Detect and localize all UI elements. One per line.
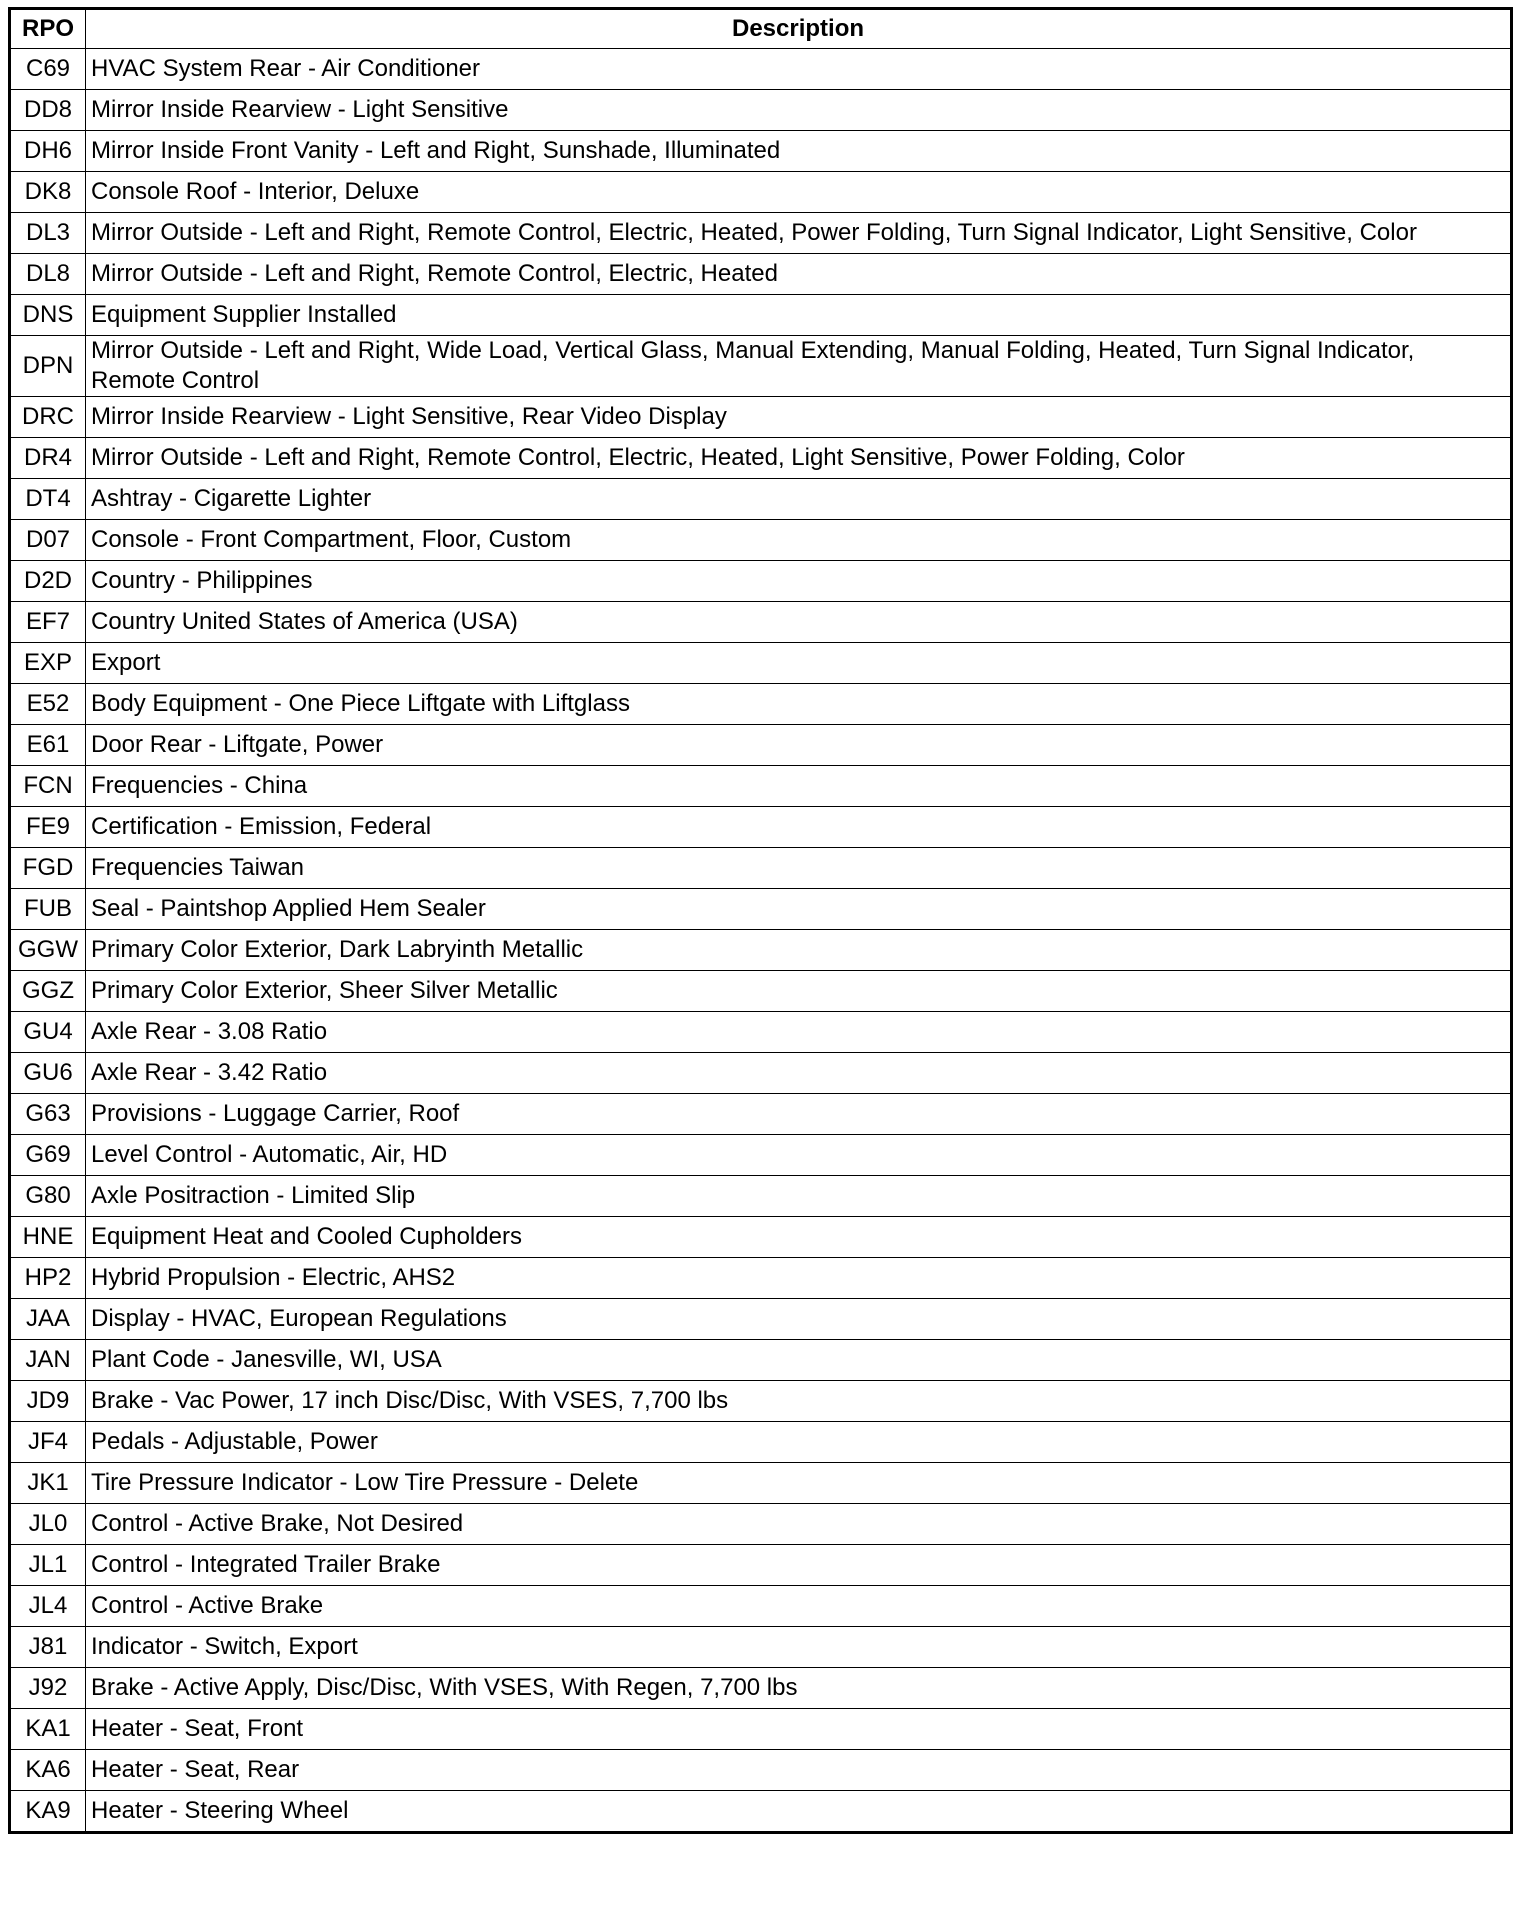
rpo-code-cell: DK8 — [10, 172, 86, 213]
description-cell: Control - Active Brake, Not Desired — [86, 1504, 1512, 1545]
table-row — [10, 684, 1512, 725]
table-row — [10, 213, 1512, 254]
description-cell: Frequencies Taiwan — [86, 848, 1512, 889]
rpo-code-cell: DPN — [10, 336, 86, 397]
rpo-code-cell: DT4 — [10, 479, 86, 520]
rpo-code-cell: HP2 — [10, 1258, 86, 1299]
table-row — [10, 295, 1512, 336]
table-row — [10, 1094, 1512, 1135]
rpo-code-cell: JAN — [10, 1340, 86, 1381]
description-cell: Body Equipment - One Piece Liftgate with Liftglass — [86, 684, 1512, 725]
rpo-code-cell: J81 — [10, 1627, 86, 1668]
description-cell: Primary Color Exterior, Sheer Silver Metallic — [86, 971, 1512, 1012]
rpo-code-cell: DH6 — [10, 131, 86, 172]
table-row — [10, 725, 1512, 766]
table-row — [10, 1668, 1512, 1709]
table-row — [10, 1381, 1512, 1422]
description-cell: Level Control - Automatic, Air, HD — [86, 1135, 1512, 1176]
description-cell: Heater - Steering Wheel — [86, 1791, 1512, 1833]
table-row — [10, 561, 1512, 602]
rpo-code-cell: D07 — [10, 520, 86, 561]
table-row — [10, 766, 1512, 807]
description-cell: Door Rear - Liftgate, Power — [86, 725, 1512, 766]
table-row — [10, 520, 1512, 561]
description-cell: Seal - Paintshop Applied Hem Sealer — [86, 889, 1512, 930]
table-row — [10, 49, 1512, 90]
rpo-code-cell: JF4 — [10, 1422, 86, 1463]
description-cell: Provisions - Luggage Carrier, Roof — [86, 1094, 1512, 1135]
description-cell: Mirror Inside Rearview - Light Sensitive, Rear Video Display — [86, 397, 1512, 438]
rpo-code-cell: GU4 — [10, 1012, 86, 1053]
table-row — [10, 1135, 1512, 1176]
rpo-code-cell: EF7 — [10, 602, 86, 643]
rpo-code-cell: G69 — [10, 1135, 86, 1176]
rpo-code-cell: G63 — [10, 1094, 86, 1135]
description-cell: Ashtray - Cigarette Lighter — [86, 479, 1512, 520]
description-cell: Brake - Active Apply, Disc/Disc, With VSES, With Regen, 7,700 lbs — [86, 1668, 1512, 1709]
description-cell: Axle Rear - 3.08 Ratio — [86, 1012, 1512, 1053]
description-cell: Mirror Inside Front Vanity - Left and Right, Sunshade, Illuminated — [86, 131, 1512, 172]
table-row — [10, 336, 1512, 397]
rpo-code-cell: FGD — [10, 848, 86, 889]
rpo-code-cell: JAA — [10, 1299, 86, 1340]
column-header-description: Description — [86, 9, 1512, 49]
table-row — [10, 1750, 1512, 1791]
description-cell: Heater - Seat, Rear — [86, 1750, 1512, 1791]
rpo-code-cell: HNE — [10, 1217, 86, 1258]
description-cell: Control - Integrated Trailer Brake — [86, 1545, 1512, 1586]
description-cell: Mirror Outside - Left and Right, Remote Control, Electric, Heated — [86, 254, 1512, 295]
description-cell: Console - Front Compartment, Floor, Custom — [86, 520, 1512, 561]
table-row — [10, 438, 1512, 479]
rpo-table — [8, 7, 1513, 1834]
table-row — [10, 172, 1512, 213]
rpo-code-cell: FCN — [10, 766, 86, 807]
table-row — [10, 1586, 1512, 1627]
table-row — [10, 1463, 1512, 1504]
rpo-code-cell: DR4 — [10, 438, 86, 479]
table-row — [10, 930, 1512, 971]
table-row — [10, 807, 1512, 848]
description-cell: Heater - Seat, Front — [86, 1709, 1512, 1750]
table-row — [10, 254, 1512, 295]
table-header-row — [10, 9, 1512, 49]
table-row — [10, 1176, 1512, 1217]
description-cell: Control - Active Brake — [86, 1586, 1512, 1627]
table-row — [10, 889, 1512, 930]
rpo-code-cell: FUB — [10, 889, 86, 930]
description-cell: Plant Code - Janesville, WI, USA — [86, 1340, 1512, 1381]
table-row — [10, 1258, 1512, 1299]
description-cell: Axle Rear - 3.42 Ratio — [86, 1053, 1512, 1094]
table-row — [10, 131, 1512, 172]
rpo-code-cell: C69 — [10, 49, 86, 90]
rpo-code-cell: JL0 — [10, 1504, 86, 1545]
rpo-table-container — [8, 7, 1510, 1834]
rpo-code-cell: KA6 — [10, 1750, 86, 1791]
rpo-code-cell: EXP — [10, 643, 86, 684]
rpo-code-cell: KA1 — [10, 1709, 86, 1750]
table-row — [10, 1012, 1512, 1053]
table-row — [10, 1504, 1512, 1545]
table-row — [10, 1299, 1512, 1340]
rpo-code-cell: JK1 — [10, 1463, 86, 1504]
description-cell: Mirror Inside Rearview - Light Sensitive — [86, 90, 1512, 131]
description-cell: HVAC System Rear - Air Conditioner — [86, 49, 1512, 90]
description-cell: Display - HVAC, European Regulations — [86, 1299, 1512, 1340]
table-row — [10, 643, 1512, 684]
table-row — [10, 602, 1512, 643]
rpo-code-cell: KA9 — [10, 1791, 86, 1833]
table-row — [10, 1791, 1512, 1833]
table-row — [10, 1217, 1512, 1258]
table-body — [10, 49, 1512, 1833]
rpo-code-cell: JL1 — [10, 1545, 86, 1586]
rpo-code-cell: JL4 — [10, 1586, 86, 1627]
rpo-code-cell: FE9 — [10, 807, 86, 848]
rpo-code-cell: GGW — [10, 930, 86, 971]
description-cell: Tire Pressure Indicator - Low Tire Pressure - Delete — [86, 1463, 1512, 1504]
description-cell: Certification - Emission, Federal — [86, 807, 1512, 848]
description-cell: Mirror Outside - Left and Right, Remote Control, Electric, Heated, Light Sensitive, Power Folding, Color — [86, 438, 1512, 479]
table-row — [10, 1627, 1512, 1668]
description-cell: Equipment Supplier Installed — [86, 295, 1512, 336]
description-cell: Equipment Heat and Cooled Cupholders — [86, 1217, 1512, 1258]
description-cell: Country United States of America (USA) — [86, 602, 1512, 643]
rpo-code-cell: DRC — [10, 397, 86, 438]
description-cell: Hybrid Propulsion - Electric, AHS2 — [86, 1258, 1512, 1299]
description-cell: Mirror Outside - Left and Right, Wide Load, Vertical Glass, Manual Extending, Manual Folding, Heated, Turn Signal Indicator, Remote Control — [86, 336, 1512, 397]
rpo-code-cell: E61 — [10, 725, 86, 766]
rpo-code-cell: GU6 — [10, 1053, 86, 1094]
rpo-code-cell: DL8 — [10, 254, 86, 295]
description-cell: Frequencies - China — [86, 766, 1512, 807]
rpo-code-cell: DL3 — [10, 213, 86, 254]
table-row — [10, 848, 1512, 889]
rpo-code-cell: DD8 — [10, 90, 86, 131]
rpo-code-cell: DNS — [10, 295, 86, 336]
table-row — [10, 1422, 1512, 1463]
description-cell: Axle Positraction - Limited Slip — [86, 1176, 1512, 1217]
column-header-rpo: RPO — [10, 9, 86, 49]
rpo-code-cell: D2D — [10, 561, 86, 602]
table-row — [10, 90, 1512, 131]
rpo-code-cell: J92 — [10, 1668, 86, 1709]
description-cell: Export — [86, 643, 1512, 684]
rpo-code-cell: G80 — [10, 1176, 86, 1217]
table-row — [10, 1053, 1512, 1094]
rpo-code-cell: JD9 — [10, 1381, 86, 1422]
table-row — [10, 1340, 1512, 1381]
description-cell: Indicator - Switch, Export — [86, 1627, 1512, 1668]
table-row — [10, 971, 1512, 1012]
description-cell: Pedals - Adjustable, Power — [86, 1422, 1512, 1463]
table-row — [10, 397, 1512, 438]
description-cell: Mirror Outside - Left and Right, Remote Control, Electric, Heated, Power Folding, Turn Signal Indicator, Light Sensitive, Color — [86, 213, 1512, 254]
rpo-code-cell: E52 — [10, 684, 86, 725]
description-cell: Console Roof - Interior, Deluxe — [86, 172, 1512, 213]
table-row — [10, 1545, 1512, 1586]
description-cell: Brake - Vac Power, 17 inch Disc/Disc, With VSES, 7,700 lbs — [86, 1381, 1512, 1422]
table-row — [10, 1709, 1512, 1750]
description-cell: Country - Philippines — [86, 561, 1512, 602]
rpo-code-cell: GGZ — [10, 971, 86, 1012]
description-cell: Primary Color Exterior, Dark Labryinth Metallic — [86, 930, 1512, 971]
table-row — [10, 479, 1512, 520]
